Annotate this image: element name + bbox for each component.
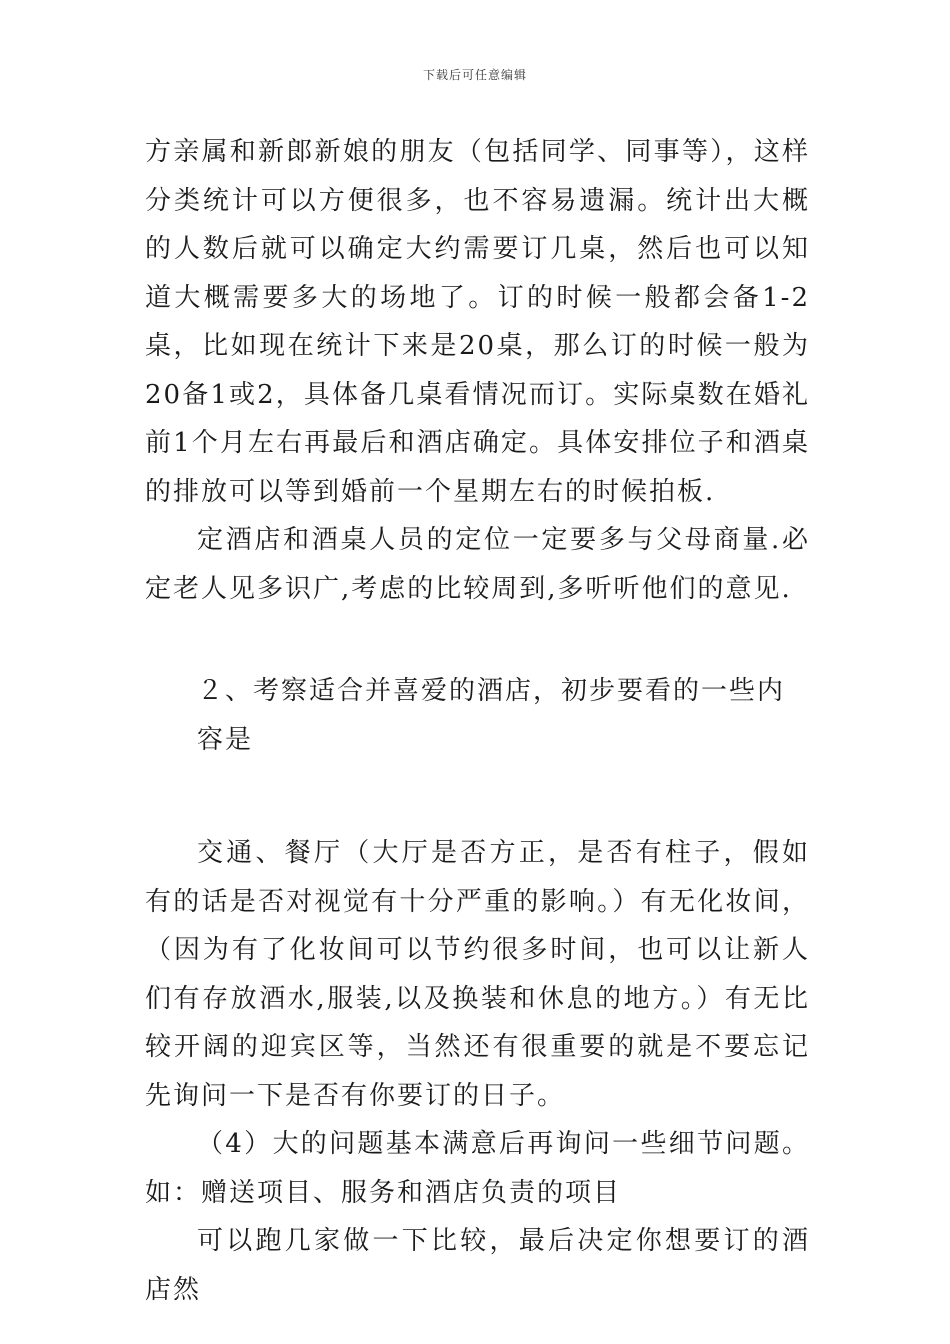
document-body	[145, 128, 810, 1314]
section-heading-inspect-hotel: ２、考察适合并喜爱的酒店，初步要看的一些内容是	[197, 676, 786, 755]
paragraph-inspection-items: 交通、餐厅（大厅是否方正，是否有柱子，假如有的话是否对视觉有十分严重的影响。）有无化妆间，（因为有了化妆间可以节约很多时间，也可以让新人们有存放酒水,服装,以及换装和休息的地方。）有无比较开阔的迎宾区等，当然还有很重要的就是不要忘记先询问一下是否有你要订的日子。	[145, 838, 810, 1111]
spacer	[145, 764, 810, 829]
paragraph-compare-hotels: 可以跑几家做一下比较，最后决定你想要订的酒店然	[145, 1226, 810, 1305]
paragraph-consult-parents: 定酒店和酒桌人员的定位一定要多与父母商量.必定老人见多识广,考虑的比较周到,多听听他们的意见.	[145, 525, 810, 604]
page-header: 下载后可任意编辑	[422, 68, 527, 82]
paragraph-detail-questions: （4）大的问题基本满意后再询问一些细节问题。如：赠送项目、服务和酒店负责的项目	[145, 1129, 810, 1208]
spacer	[145, 613, 810, 667]
paragraph-guest-count: 方亲属和新郎新娘的朋友（包括同学、同事等），这样分类统计可以方便很多，也不容易遗漏。统计出大概的人数后就可以确定大约需要订几桌，然后也可以知道大概需要多大的场地了。订的时候一般都会备1-2桌，比如现在统计下来是20桌，那么订的时候一般为20备1或2，具体备几桌看情况而订。实际桌数在婚礼前1个月左右再最后和酒店确定。具体安排位子和酒桌的排放可以等到婚前一个星期左右的时候拍板.	[145, 137, 810, 507]
